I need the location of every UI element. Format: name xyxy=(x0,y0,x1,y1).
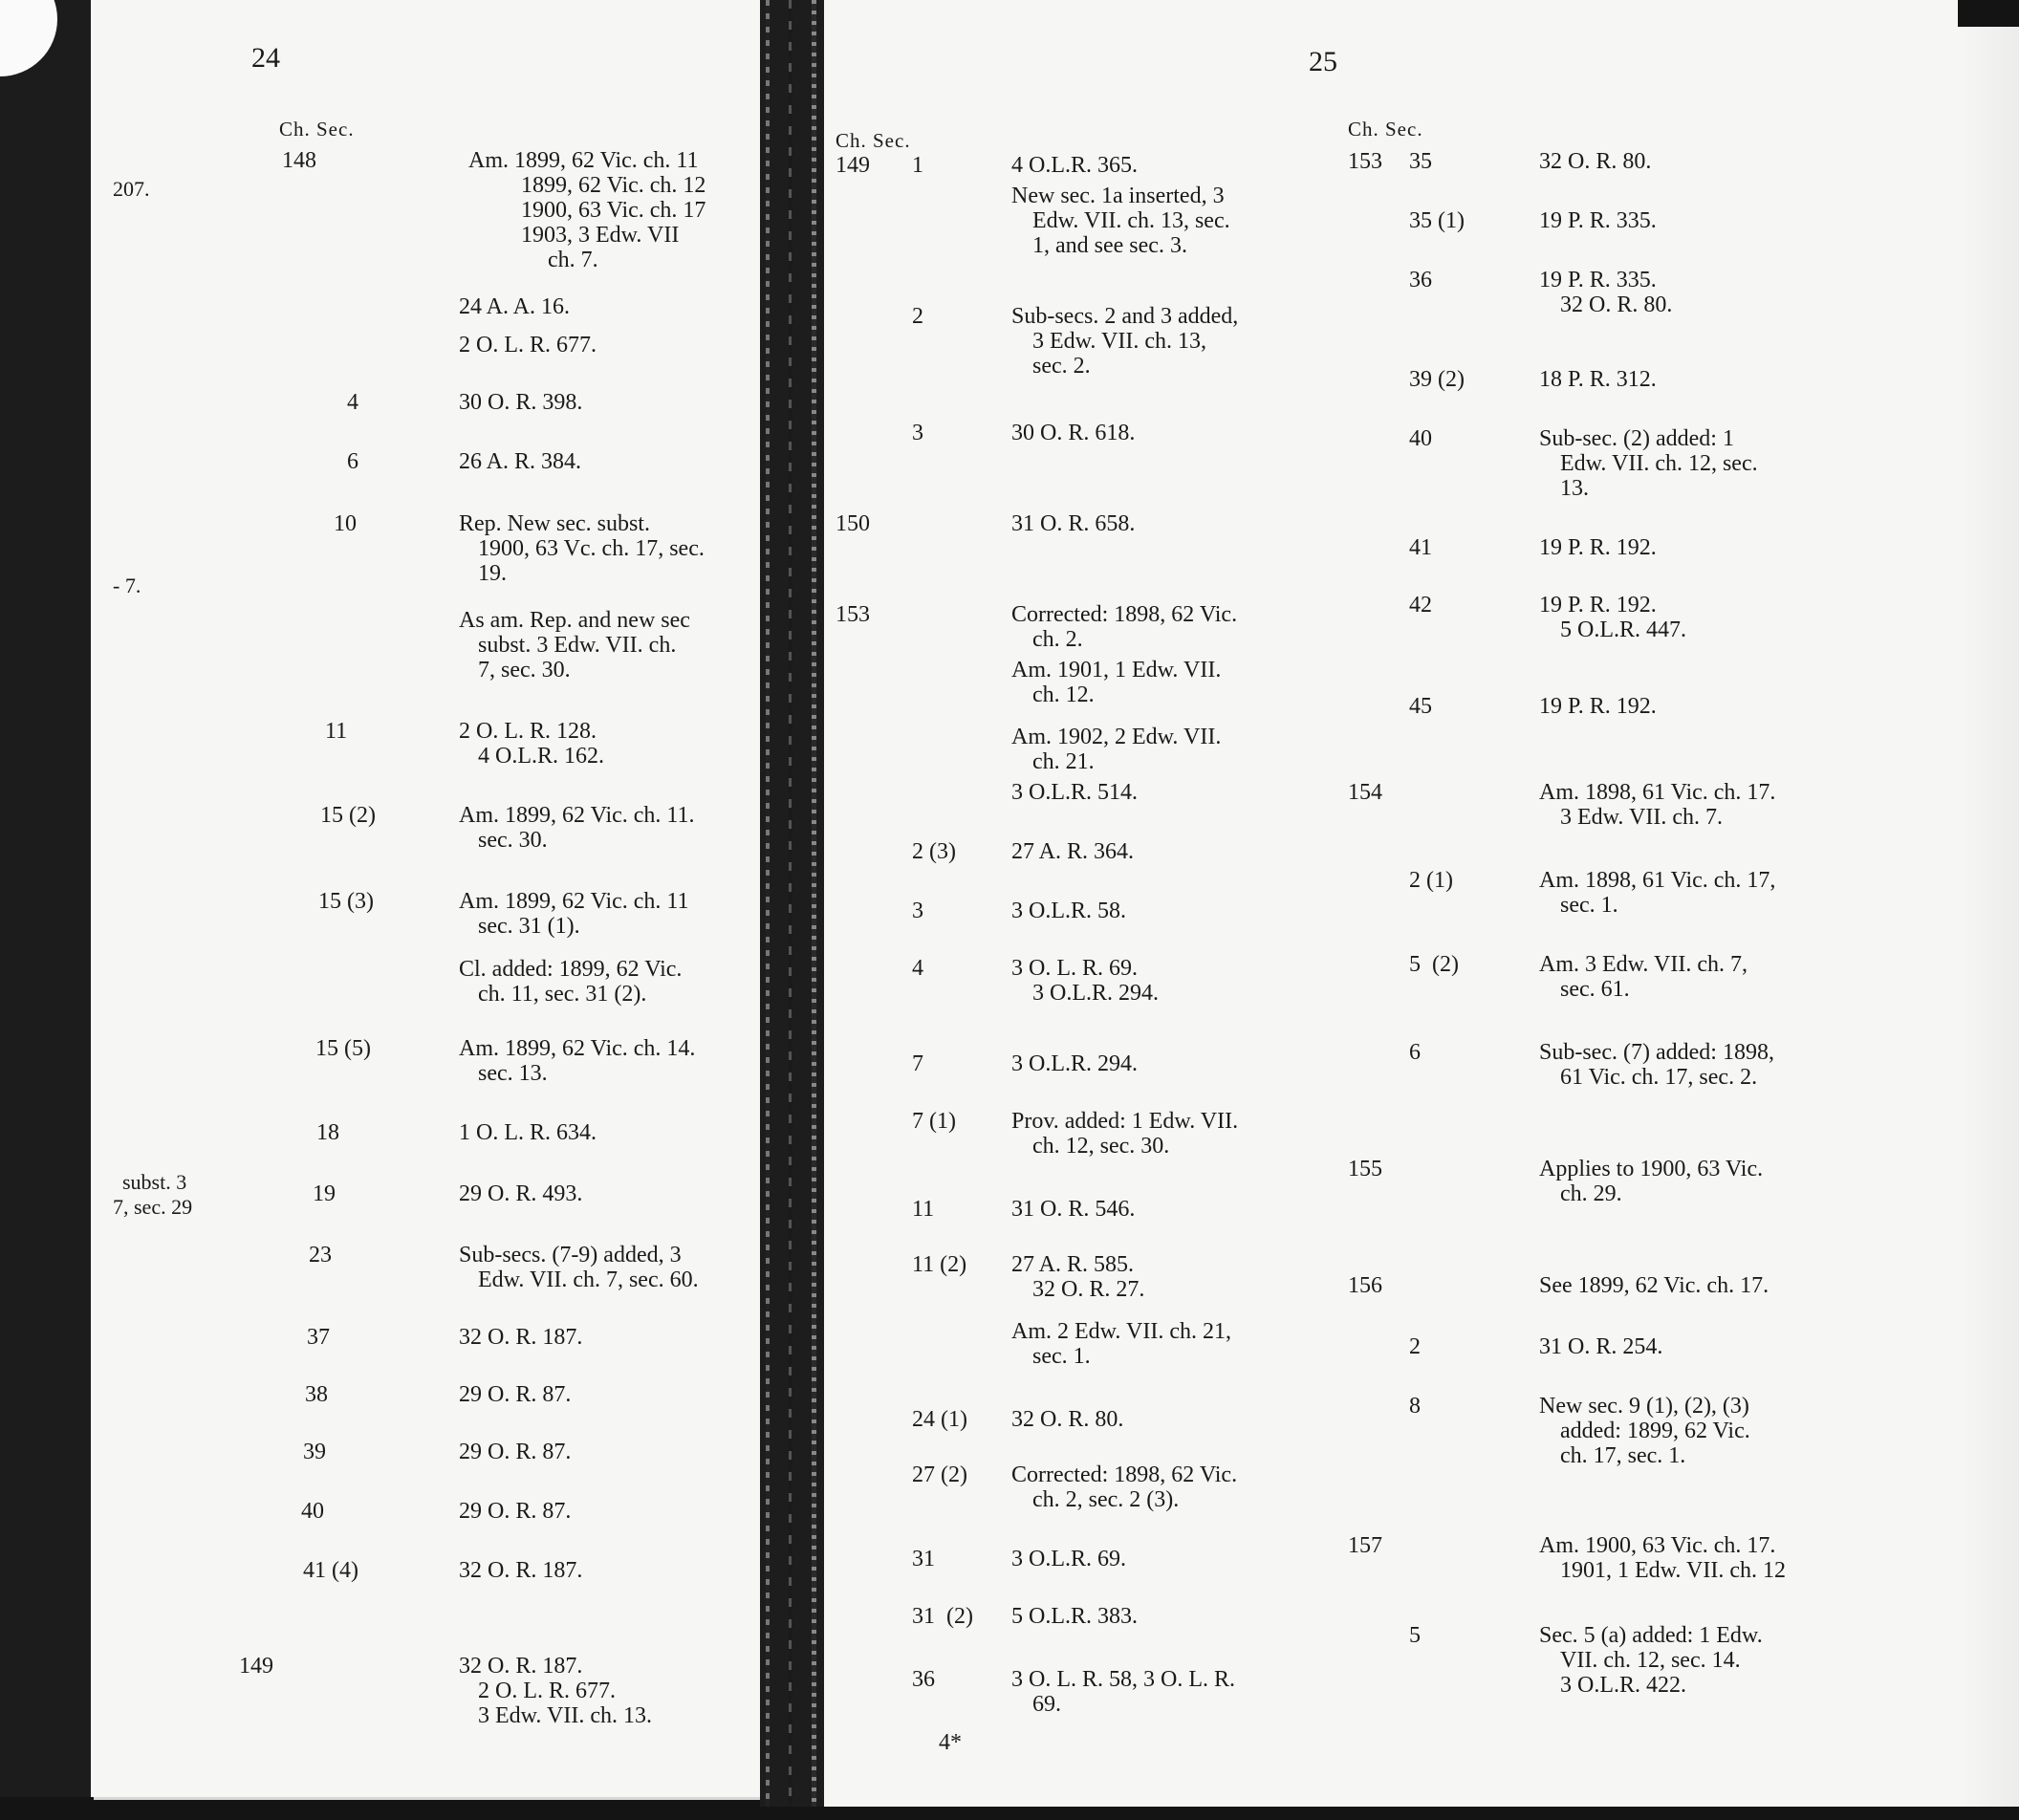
section-number: 40 xyxy=(1409,426,1432,451)
annotation-line: 29 O. R. 87. xyxy=(459,1382,572,1407)
margin-note: - 7. xyxy=(113,574,141,597)
annotation-line: ch. 17, sec. 1. xyxy=(1560,1443,1686,1468)
annotation-line: 3 O. L. R. 58, 3 O. L. R. xyxy=(1011,1667,1235,1692)
section-number: 35 xyxy=(1409,149,1432,174)
annotation-line: 27 A. R. 364. xyxy=(1011,839,1135,864)
annotation-line: sec. 2. xyxy=(1032,354,1091,379)
section-number: 7 (1) xyxy=(912,1109,956,1134)
annotation-line: 1901, 1 Edw. VII. ch. 12 xyxy=(1560,1558,1786,1583)
section-number: 39 (2) xyxy=(1409,367,1465,392)
section-number: 39 xyxy=(303,1440,326,1464)
annotation-line: 32 O. R. 187. xyxy=(459,1558,583,1583)
section-number: 11 xyxy=(325,719,348,744)
annotation-line: Am. 2 Edw. VII. ch. 21, xyxy=(1011,1319,1231,1344)
annotation-line: added: 1899, 62 Vic. xyxy=(1560,1419,1750,1443)
annotation-line: 30 O. R. 398. xyxy=(459,390,583,415)
annotation-line: 13. xyxy=(1560,476,1589,501)
chapter-number: 156 xyxy=(1348,1273,1382,1298)
right-page xyxy=(824,0,2019,1807)
annotation-line: sec. 30. xyxy=(478,828,548,853)
signature-mark: 4* xyxy=(939,1730,962,1755)
annotation-line: 4 O.L.R. 365. xyxy=(1011,153,1138,178)
section-number: 2 (3) xyxy=(912,839,956,864)
section-number: 11 (2) xyxy=(912,1252,967,1277)
column-header: Ch. Sec. xyxy=(279,118,355,141)
annotation-line: ch. 11, sec. 31 (2). xyxy=(478,982,647,1007)
section-number: 31 xyxy=(912,1547,935,1571)
annotation-line: 3 O. L. R. 69. xyxy=(1011,956,1138,981)
annotation-line: Am. 1900, 63 Vic. ch. 17. xyxy=(1539,1533,1776,1558)
annotation-line: 3 O.L.R. 69. xyxy=(1011,1547,1126,1571)
chapter-number: 153 xyxy=(836,602,870,627)
annotation-line: 26 A. R. 384. xyxy=(459,449,582,474)
annotation-line: 19 P. R. 192. xyxy=(1539,593,1657,618)
annotation-line: ch. 7. xyxy=(548,248,598,272)
section-number: 36 xyxy=(912,1667,935,1692)
chapter-number: 150 xyxy=(836,511,870,536)
annotation-line: 19 P. R. 192. xyxy=(1539,535,1657,560)
column-header: Ch. Sec. xyxy=(836,129,911,152)
annotation-line: sec. 31 (1). xyxy=(478,914,580,939)
chapter-number: 148 xyxy=(282,148,316,173)
section-number: 42 xyxy=(1409,593,1432,618)
annotation-line: Am. 1898, 61 Vic. ch. 17, xyxy=(1539,868,1776,893)
annotation-line: New sec. 1a inserted, 3 xyxy=(1011,184,1225,208)
annotation-line: sec. 1. xyxy=(1032,1344,1091,1369)
section-number: 5 (2) xyxy=(1409,952,1459,977)
chapter-number: 157 xyxy=(1348,1533,1382,1558)
annotation-line: 5 O.L.R. 447. xyxy=(1560,618,1686,642)
section-number: 18 xyxy=(316,1120,339,1145)
column-header: Ch. Sec. xyxy=(1348,118,1423,141)
annotation-line: Applies to 1900, 63 Vic. xyxy=(1539,1157,1764,1181)
annotation-line: Am. 1899, 62 Vic. ch. 11 xyxy=(468,148,699,173)
annotation-line: 7, sec. 30. xyxy=(478,658,571,682)
section-number: 1 xyxy=(912,153,923,178)
annotation-line: 19 P. R. 335. xyxy=(1539,268,1657,292)
annotation-line: 32 O. R. 80. xyxy=(1560,292,1673,317)
annotation-line: 1899, 62 Vic. ch. 12 xyxy=(521,173,706,198)
annotation-line: sec. 13. xyxy=(478,1061,548,1086)
section-number: 10 xyxy=(334,511,357,536)
section-number: 11 xyxy=(912,1197,935,1222)
annotation-line: 24 A. A. 16. xyxy=(459,294,571,319)
left-margin-shadow xyxy=(0,0,91,1797)
section-number: 45 xyxy=(1409,694,1432,719)
annotation-line: Am. 1901, 1 Edw. VII. xyxy=(1011,658,1222,682)
annotation-line: Cl. added: 1899, 62 Vic. xyxy=(459,957,683,982)
annotation-line: 5 O.L.R. 383. xyxy=(1011,1604,1138,1629)
section-number: 23 xyxy=(309,1243,332,1268)
section-number: 6 xyxy=(347,449,358,474)
annotation-line: Sec. 5 (a) added: 1 Edw. xyxy=(1539,1623,1763,1648)
annotation-line: 3 Edw. VII. ch. 7. xyxy=(1560,805,1723,830)
margin-note: 207. xyxy=(113,177,150,201)
annotation-line: 19 P. R. 335. xyxy=(1539,208,1657,233)
section-number: 37 xyxy=(307,1325,330,1350)
section-number: 4 xyxy=(912,956,923,981)
section-number: 2 xyxy=(912,304,923,329)
section-number: 15 (5) xyxy=(315,1036,371,1061)
annotation-line: 3 O.L.R. 294. xyxy=(1032,981,1159,1006)
annotation-line: 2 O. L. R. 677. xyxy=(459,333,597,358)
annotation-line: 31 O. R. 546. xyxy=(1011,1197,1136,1222)
annotation-line: ch. 21. xyxy=(1032,749,1095,774)
section-number: 27 (2) xyxy=(912,1462,967,1487)
section-number: 15 (2) xyxy=(320,803,376,828)
section-number: 3 xyxy=(912,421,923,445)
section-number: 4 xyxy=(347,390,358,415)
annotation-line: 27 A. R. 585. xyxy=(1011,1252,1135,1277)
annotation-line: Am. 1899, 62 Vic. ch. 11. xyxy=(459,803,695,828)
annotation-line: Am. 1898, 61 Vic. ch. 17. xyxy=(1539,780,1776,805)
section-number: 19 xyxy=(313,1181,336,1206)
annotation-line: 32 O. R. 27. xyxy=(1032,1277,1145,1302)
section-number: 7 xyxy=(912,1051,923,1076)
section-number: 24 (1) xyxy=(912,1407,967,1432)
annotation-line: 2 O. L. R. 128. xyxy=(459,719,597,744)
section-number: 41 (4) xyxy=(303,1558,358,1583)
annotation-line: Corrected: 1898, 62 Vic. xyxy=(1011,1462,1238,1487)
annotation-line: Sub-secs. 2 and 3 added, xyxy=(1011,304,1239,329)
annotation-line: As am. Rep. and new sec xyxy=(459,608,690,633)
annotation-line: ch. 2, sec. 2 (3). xyxy=(1032,1487,1180,1512)
annotation-line: 1900, 63 Vic. ch. 17 xyxy=(521,198,706,223)
annotation-line: Edw. VII. ch. 12, sec. xyxy=(1560,451,1758,476)
annotation-line: 32 O. R. 187. xyxy=(459,1654,583,1679)
margin-note: 7, sec. 29 xyxy=(113,1195,193,1219)
annotation-line: Edw. VII. ch. 13, sec. xyxy=(1032,208,1230,233)
section-number: 8 xyxy=(1409,1394,1421,1419)
annotation-line: Am. 1902, 2 Edw. VII. xyxy=(1011,725,1222,749)
annotation-line: 32 O. R. 80. xyxy=(1011,1407,1124,1432)
page-number: 25 xyxy=(1309,46,1337,77)
annotation-line: 19 P. R. 192. xyxy=(1539,694,1657,719)
section-number: 2 (1) xyxy=(1409,868,1453,893)
chapter-number: 154 xyxy=(1348,780,1382,805)
annotation-line: 19. xyxy=(478,561,507,586)
annotation-line: Corrected: 1898, 62 Vic. xyxy=(1011,602,1238,627)
annotation-line: Sub-sec. (7) added: 1898, xyxy=(1539,1040,1774,1065)
annotation-line: sec. 1. xyxy=(1560,893,1618,918)
chapter-number: 155 xyxy=(1348,1157,1382,1181)
section-number: 5 xyxy=(1409,1623,1421,1648)
annotation-line: 31 O. R. 658. xyxy=(1011,511,1136,536)
annotation-line: 4 O.L.R. 162. xyxy=(478,744,604,769)
section-number: 6 xyxy=(1409,1040,1421,1065)
chapter-number: 149 xyxy=(239,1654,273,1679)
section-number: 38 xyxy=(305,1382,328,1407)
section-number: 36 xyxy=(1409,268,1432,292)
annotation-line: 1, and see sec. 3. xyxy=(1032,233,1187,258)
annotation-line: 3 O.L.R. 514. xyxy=(1011,780,1138,805)
annotation-line: 1 O. L. R. 634. xyxy=(459,1120,597,1145)
section-number: 41 xyxy=(1409,535,1432,560)
annotation-line: sec. 61. xyxy=(1560,977,1630,1002)
section-number: 31 (2) xyxy=(912,1604,973,1629)
annotation-line: Am. 3 Edw. VII. ch. 7, xyxy=(1539,952,1748,977)
annotation-line: 32 O. R. 187. xyxy=(459,1325,583,1350)
book-gutter xyxy=(760,0,824,1807)
annotation-line: 31 O. R. 254. xyxy=(1539,1334,1663,1359)
annotation-line: New sec. 9 (1), (2), (3) xyxy=(1539,1394,1749,1419)
annotation-line: ch. 12, sec. 30. xyxy=(1032,1134,1170,1159)
section-number: 2 xyxy=(1409,1334,1421,1359)
section-number: 35 (1) xyxy=(1409,208,1465,233)
annotation-line: 1903, 3 Edw. VII xyxy=(521,223,680,248)
annotation-line: Sub-secs. (7-9) added, 3 xyxy=(459,1243,682,1268)
annotation-line: 29 O. R. 87. xyxy=(459,1440,572,1464)
annotation-line: 18 P. R. 312. xyxy=(1539,367,1657,392)
annotation-line: 30 O. R. 618. xyxy=(1011,421,1136,445)
annotation-line: 29 O. R. 87. xyxy=(459,1499,572,1524)
annotation-line: 29 O. R. 493. xyxy=(459,1181,583,1206)
page-number: 24 xyxy=(251,42,280,74)
chapter-number: 149 xyxy=(836,153,870,178)
annotation-line: ch. 12. xyxy=(1032,682,1095,707)
annotation-line: 32 O. R. 80. xyxy=(1539,149,1652,174)
margin-note: subst. 3 xyxy=(122,1170,187,1194)
annotation-line: Rep. New sec. subst. xyxy=(459,511,650,536)
annotation-line: Prov. added: 1 Edw. VII. xyxy=(1011,1109,1239,1134)
annotation-line: Am. 1899, 62 Vic. ch. 14. xyxy=(459,1036,696,1061)
annotation-line: 3 O.L.R. 422. xyxy=(1560,1673,1686,1698)
chapter-number: 153 xyxy=(1348,149,1382,174)
annotation-line: Am. 1899, 62 Vic. ch. 11 xyxy=(459,889,689,914)
annotation-line: ch. 2. xyxy=(1032,627,1083,652)
annotation-line: 3 Edw. VII. ch. 13, xyxy=(1032,329,1206,354)
annotation-line: 2 O. L. R. 677. xyxy=(478,1679,616,1703)
left-page xyxy=(91,0,760,1797)
annotation-line: 3 O.L.R. 294. xyxy=(1011,1051,1138,1076)
annotation-line: 3 O.L.R. 58. xyxy=(1011,899,1126,923)
annotation-line: See 1899, 62 Vic. ch. 17. xyxy=(1539,1273,1769,1298)
annotation-line: 61 Vic. ch. 17, sec. 2. xyxy=(1560,1065,1758,1090)
annotation-line: VII. ch. 12, sec. 14. xyxy=(1560,1648,1741,1673)
annotation-line: 1900, 63 Vc. ch. 17, sec. xyxy=(478,536,705,561)
annotation-line: Sub-sec. (2) added: 1 xyxy=(1539,426,1734,451)
annotation-line: Edw. VII. ch. 7, sec. 60. xyxy=(478,1268,699,1292)
annotation-line: subst. 3 Edw. VII. ch. xyxy=(478,633,677,658)
annotation-line: ch. 29. xyxy=(1560,1181,1622,1206)
annotation-line: 3 Edw. VII. ch. 13. xyxy=(478,1703,652,1728)
top-right-shadow xyxy=(1958,0,2019,27)
section-number: 15 (3) xyxy=(318,889,374,914)
section-number: 40 xyxy=(301,1499,324,1524)
section-number: 3 xyxy=(912,899,923,923)
annotation-line: 69. xyxy=(1032,1692,1061,1717)
